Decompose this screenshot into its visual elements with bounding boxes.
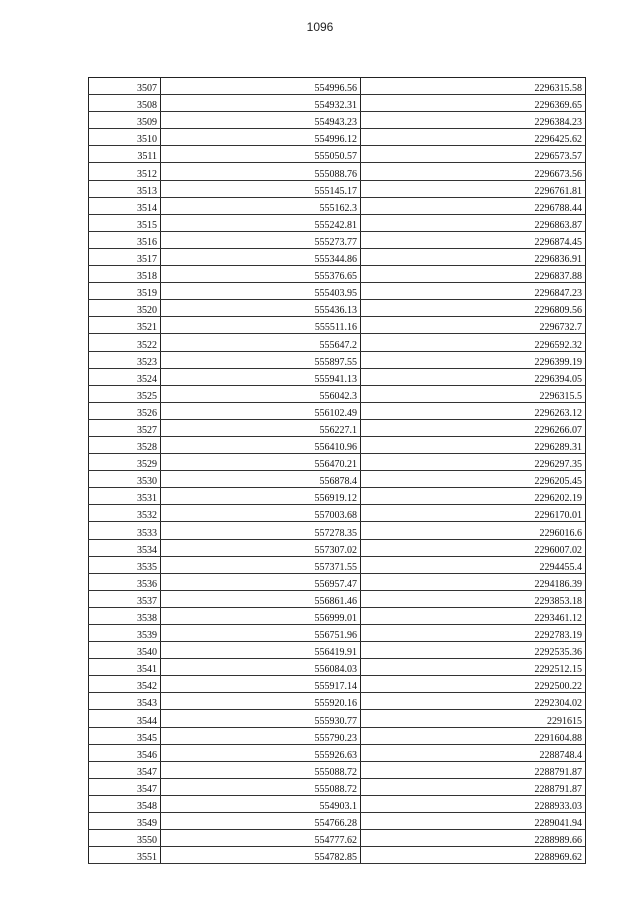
table-row — [89, 197, 586, 214]
x-coordinate-cell: 554903.1 — [161, 795, 361, 812]
point-number-cell: 3549 — [89, 813, 161, 830]
table-row — [89, 334, 586, 351]
point-number-cell: 3530 — [89, 471, 161, 488]
point-number-cell: 3511 — [89, 146, 161, 163]
point-number-cell: 3523 — [89, 351, 161, 368]
table-row — [89, 129, 586, 146]
y-coordinate-cell: 2296297.35 — [361, 454, 586, 471]
point-number-cell: 3518 — [89, 266, 161, 283]
point-number-cell: 3514 — [89, 197, 161, 214]
point-number-cell: 3524 — [89, 368, 161, 385]
y-coordinate-cell: 2289041.94 — [361, 813, 586, 830]
table-row — [89, 744, 586, 761]
y-coordinate-cell: 2292500.22 — [361, 676, 586, 693]
x-coordinate-cell: 555050.57 — [161, 146, 361, 163]
x-coordinate-cell: 556470.21 — [161, 454, 361, 471]
x-coordinate-cell: 556102.49 — [161, 402, 361, 419]
x-coordinate-cell: 555436.13 — [161, 300, 361, 317]
table-row — [89, 795, 586, 812]
point-number-cell: 3536 — [89, 573, 161, 590]
table-row — [89, 454, 586, 471]
y-coordinate-cell: 2296202.19 — [361, 488, 586, 505]
x-coordinate-cell: 556419.91 — [161, 642, 361, 659]
point-number-cell: 3525 — [89, 385, 161, 402]
y-coordinate-cell: 2296837.88 — [361, 266, 586, 283]
table-body — [89, 78, 586, 864]
x-coordinate-cell: 555897.55 — [161, 351, 361, 368]
point-number-cell: 3519 — [89, 283, 161, 300]
y-coordinate-cell: 2288933.03 — [361, 795, 586, 812]
y-coordinate-cell: 2296266.07 — [361, 419, 586, 436]
point-number-cell: 3544 — [89, 710, 161, 727]
y-coordinate-cell: 2296761.81 — [361, 180, 586, 197]
y-coordinate-cell: 2296592.32 — [361, 334, 586, 351]
point-number-cell: 3526 — [89, 402, 161, 419]
y-coordinate-cell: 2288791.87 — [361, 778, 586, 795]
table-row — [89, 248, 586, 265]
point-number-cell: 3528 — [89, 436, 161, 453]
point-number-cell: 3520 — [89, 300, 161, 317]
table-row — [89, 676, 586, 693]
point-number-cell: 3547 — [89, 778, 161, 795]
x-coordinate-cell: 555511.16 — [161, 317, 361, 334]
table-row — [89, 590, 586, 607]
table-row — [89, 419, 586, 436]
table-row — [89, 539, 586, 556]
x-coordinate-cell: 555930.77 — [161, 710, 361, 727]
point-number-cell: 3517 — [89, 248, 161, 265]
table-row — [89, 351, 586, 368]
x-coordinate-cell: 556957.47 — [161, 573, 361, 590]
y-coordinate-cell: 2296369.65 — [361, 95, 586, 112]
table-row — [89, 402, 586, 419]
x-coordinate-cell: 556861.46 — [161, 590, 361, 607]
table-row — [89, 710, 586, 727]
point-number-cell: 3521 — [89, 317, 161, 334]
y-coordinate-cell: 2296315.5 — [361, 385, 586, 402]
y-coordinate-cell: 2296847.23 — [361, 283, 586, 300]
point-number-cell: 3540 — [89, 642, 161, 659]
y-coordinate-cell: 2294186.39 — [361, 573, 586, 590]
table-row — [89, 693, 586, 710]
coordinates-table — [88, 77, 586, 864]
point-number-cell: 3527 — [89, 419, 161, 436]
y-coordinate-cell: 2296205.45 — [361, 471, 586, 488]
x-coordinate-cell: 555917.14 — [161, 676, 361, 693]
y-coordinate-cell: 2296874.45 — [361, 231, 586, 248]
table-row — [89, 112, 586, 129]
x-coordinate-cell: 555376.65 — [161, 266, 361, 283]
y-coordinate-cell: 2296170.01 — [361, 505, 586, 522]
y-coordinate-cell: 2296016.6 — [361, 522, 586, 539]
x-coordinate-cell: 555403.95 — [161, 283, 361, 300]
point-number-cell: 3534 — [89, 539, 161, 556]
x-coordinate-cell: 555088.76 — [161, 163, 361, 180]
point-number-cell: 3542 — [89, 676, 161, 693]
point-number-cell: 3509 — [89, 112, 161, 129]
y-coordinate-cell: 2296315.58 — [361, 78, 586, 95]
point-number-cell: 3541 — [89, 659, 161, 676]
point-number-cell: 3545 — [89, 727, 161, 744]
table-row — [89, 317, 586, 334]
x-coordinate-cell: 556410.96 — [161, 436, 361, 453]
y-coordinate-cell: 2296809.56 — [361, 300, 586, 317]
x-coordinate-cell: 555920.16 — [161, 693, 361, 710]
table-row — [89, 266, 586, 283]
x-coordinate-cell: 556751.96 — [161, 625, 361, 642]
table-row — [89, 146, 586, 163]
x-coordinate-cell: 555145.17 — [161, 180, 361, 197]
x-coordinate-cell: 557003.68 — [161, 505, 361, 522]
table-row — [89, 625, 586, 642]
x-coordinate-cell: 556999.01 — [161, 607, 361, 624]
x-coordinate-cell: 554777.62 — [161, 830, 361, 847]
x-coordinate-cell: 555647.2 — [161, 334, 361, 351]
y-coordinate-cell: 2296863.87 — [361, 214, 586, 231]
x-coordinate-cell: 555088.72 — [161, 761, 361, 778]
point-number-cell: 3507 — [89, 78, 161, 95]
point-number-cell: 3522 — [89, 334, 161, 351]
point-number-cell: 3543 — [89, 693, 161, 710]
y-coordinate-cell: 2292535.36 — [361, 642, 586, 659]
x-coordinate-cell: 556084.03 — [161, 659, 361, 676]
y-coordinate-cell: 2288989.66 — [361, 830, 586, 847]
y-coordinate-cell: 2294455.4 — [361, 556, 586, 573]
x-coordinate-cell: 556919.12 — [161, 488, 361, 505]
point-number-cell: 3512 — [89, 163, 161, 180]
y-coordinate-cell: 2293853.18 — [361, 590, 586, 607]
table-row — [89, 163, 586, 180]
table-row — [89, 761, 586, 778]
y-coordinate-cell: 2293461.12 — [361, 607, 586, 624]
page-number: 1096 — [306, 20, 334, 34]
y-coordinate-cell: 2296263.12 — [361, 402, 586, 419]
point-number-cell: 3537 — [89, 590, 161, 607]
table-row — [89, 607, 586, 624]
x-coordinate-cell: 555242.81 — [161, 214, 361, 231]
x-coordinate-cell: 555088.72 — [161, 778, 361, 795]
x-coordinate-cell: 557307.02 — [161, 539, 361, 556]
point-number-cell: 3529 — [89, 454, 161, 471]
point-number-cell: 3513 — [89, 180, 161, 197]
point-number-cell: 3508 — [89, 95, 161, 112]
y-coordinate-cell: 2292783.19 — [361, 625, 586, 642]
point-number-cell: 3533 — [89, 522, 161, 539]
point-number-cell: 3510 — [89, 129, 161, 146]
point-number-cell: 3548 — [89, 795, 161, 812]
y-coordinate-cell: 2291604.88 — [361, 727, 586, 744]
table-row — [89, 505, 586, 522]
point-number-cell: 3535 — [89, 556, 161, 573]
x-coordinate-cell: 555926.63 — [161, 744, 361, 761]
x-coordinate-cell: 556227.1 — [161, 419, 361, 436]
point-number-cell: 3531 — [89, 488, 161, 505]
x-coordinate-cell: 555344.86 — [161, 248, 361, 265]
table-row — [89, 813, 586, 830]
point-number-cell: 3547 — [89, 761, 161, 778]
x-coordinate-cell: 554996.56 — [161, 78, 361, 95]
table-row — [89, 180, 586, 197]
x-coordinate-cell: 554996.12 — [161, 129, 361, 146]
x-coordinate-cell: 555941.13 — [161, 368, 361, 385]
table-row — [89, 488, 586, 505]
point-number-cell: 3538 — [89, 607, 161, 624]
point-number-cell: 3515 — [89, 214, 161, 231]
y-coordinate-cell: 2288969.62 — [361, 847, 586, 864]
table-row — [89, 573, 586, 590]
x-coordinate-cell: 555790.23 — [161, 727, 361, 744]
table-row — [89, 283, 586, 300]
table-row — [89, 471, 586, 488]
x-coordinate-cell: 554782.85 — [161, 847, 361, 864]
y-coordinate-cell: 2288791.87 — [361, 761, 586, 778]
x-coordinate-cell: 555273.77 — [161, 231, 361, 248]
table-row — [89, 436, 586, 453]
x-coordinate-cell: 555162.3 — [161, 197, 361, 214]
y-coordinate-cell: 2291615 — [361, 710, 586, 727]
point-number-cell: 3516 — [89, 231, 161, 248]
table-row — [89, 556, 586, 573]
y-coordinate-cell: 2296399.19 — [361, 351, 586, 368]
x-coordinate-cell: 554943.23 — [161, 112, 361, 129]
table-row — [89, 522, 586, 539]
table-row — [89, 830, 586, 847]
x-coordinate-cell: 557371.55 — [161, 556, 361, 573]
x-coordinate-cell: 556042.3 — [161, 385, 361, 402]
table-row — [89, 368, 586, 385]
x-coordinate-cell: 556878.4 — [161, 471, 361, 488]
table-row — [89, 78, 586, 95]
y-coordinate-cell: 2296788.44 — [361, 197, 586, 214]
y-coordinate-cell: 2296289.31 — [361, 436, 586, 453]
table-row — [89, 727, 586, 744]
y-coordinate-cell: 2296394.05 — [361, 368, 586, 385]
x-coordinate-cell: 554766.28 — [161, 813, 361, 830]
table-row — [89, 642, 586, 659]
table-row — [89, 95, 586, 112]
point-number-cell: 3546 — [89, 744, 161, 761]
y-coordinate-cell: 2288748.4 — [361, 744, 586, 761]
y-coordinate-cell: 2296673.56 — [361, 163, 586, 180]
point-number-cell: 3550 — [89, 830, 161, 847]
table-row — [89, 385, 586, 402]
y-coordinate-cell: 2296732.7 — [361, 317, 586, 334]
y-coordinate-cell: 2296425.62 — [361, 129, 586, 146]
y-coordinate-cell: 2292304.02 — [361, 693, 586, 710]
table-row — [89, 778, 586, 795]
table-row — [89, 659, 586, 676]
table-row — [89, 847, 586, 864]
table-row — [89, 300, 586, 317]
x-coordinate-cell: 557278.35 — [161, 522, 361, 539]
y-coordinate-cell: 2296384.23 — [361, 112, 586, 129]
table-row — [89, 231, 586, 248]
y-coordinate-cell: 2296836.91 — [361, 248, 586, 265]
x-coordinate-cell: 554932.31 — [161, 95, 361, 112]
y-coordinate-cell: 2296573.57 — [361, 146, 586, 163]
point-number-cell: 3551 — [89, 847, 161, 864]
y-coordinate-cell: 2296007.02 — [361, 539, 586, 556]
table-row — [89, 214, 586, 231]
y-coordinate-cell: 2292512.15 — [361, 659, 586, 676]
point-number-cell: 3532 — [89, 505, 161, 522]
point-number-cell: 3539 — [89, 625, 161, 642]
